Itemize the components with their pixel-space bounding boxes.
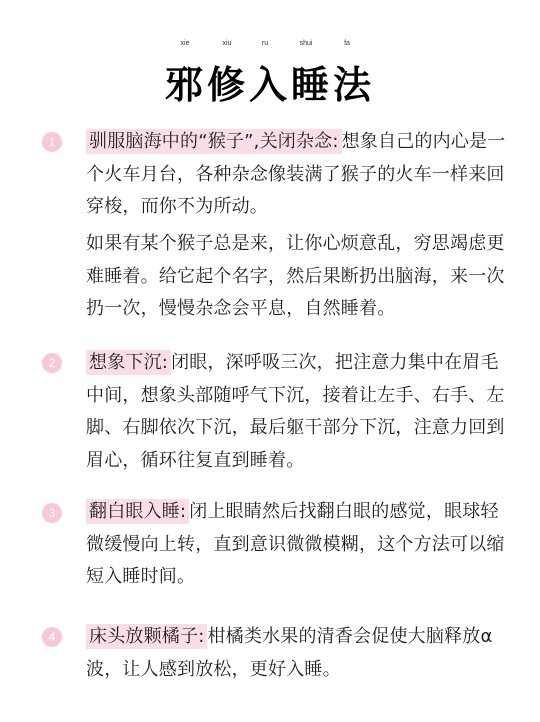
item-3-body: 闭上眼睛然后找翻白眼的感觉，眼球轻微缓慢向上转，直到意识微微模糊，这个方法可以缩短入睡时间。 <box>86 501 505 587</box>
item-number-2: 2 <box>42 353 62 373</box>
pinyin-4: shui <box>299 40 313 47</box>
item-2-text <box>86 347 506 477</box>
item-4-body: 柑橘类水果的清香会促使大脑释放α波，让人感到放松，更好入睡。 <box>86 626 493 680</box>
pinyin-5: fa <box>344 40 350 47</box>
item-3-text <box>86 496 506 594</box>
title-pinyin <box>0 40 540 52</box>
item-1-text <box>86 126 506 224</box>
item-1-extra: 如果有某个猴子总是来，让你心烦意乱，穷思竭虑更难睡着。给它起个名字，然后果断扔出脑海，来一次扔一次，慢慢杂念会平息，自然睡着。 <box>86 233 505 319</box>
item-3-heading: 翻白眼入睡: <box>86 499 189 524</box>
item-2-body: 闭眼，深呼吸三次，把注意力集中在眉毛中间，想象头部随呼气下沉，接着让左手、右手、左脚、右脚依次下沉，最后躯干部分下沉，注意力回到眉心，循环往复直到睡着。 <box>86 352 505 471</box>
pinyin-3: ru <box>261 40 269 47</box>
pinyin-2: xiu <box>222 40 232 47</box>
item-1-heading: 驯服脑海中的“猴子”,关闭杂念: <box>86 129 342 154</box>
item-4-text <box>86 621 506 686</box>
item-1-body: 想象自己的内心是一个火车月台，各种杂念像装满了猴子的火车一样来回穿梭，而你不为所动。 <box>86 131 506 217</box>
item-4-heading: 床头放颗橘子: <box>86 624 207 649</box>
page-title: 邪修入睡法 <box>164 63 375 107</box>
item-number-4: 4 <box>42 627 62 647</box>
item-number-3: 3 <box>42 503 62 523</box>
item-number-1: 1 <box>42 132 62 152</box>
item-2-heading: 想象下沉: <box>86 350 171 375</box>
pinyin-1: xie <box>180 40 190 47</box>
